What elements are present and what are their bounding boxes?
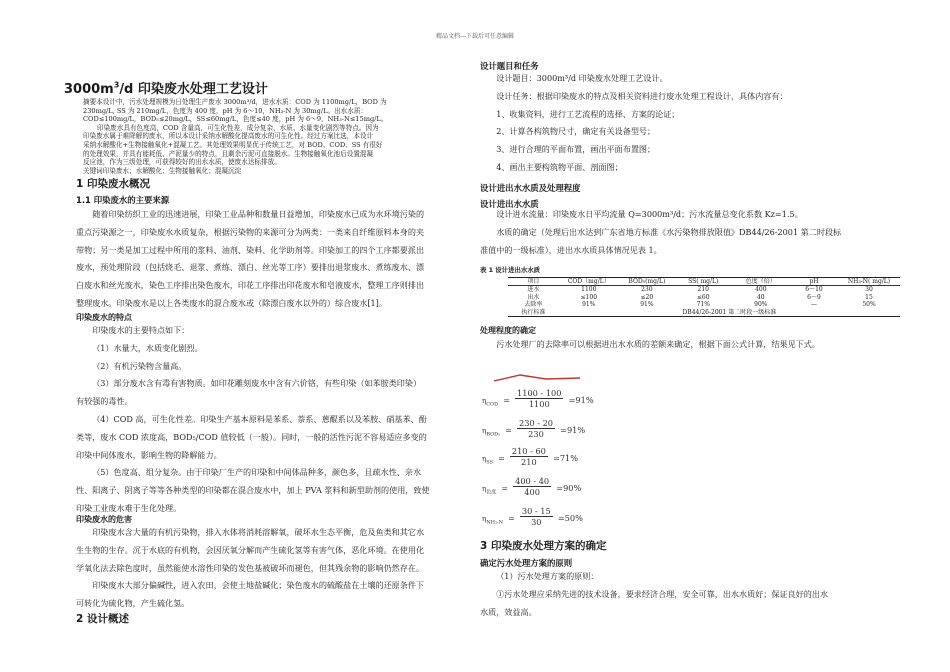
quality-text bbox=[480, 206, 900, 259]
features-intro: 印染废水的主要特点如下： bbox=[92, 325, 190, 335]
degree-text: 污水处理厂的去除率可以根据进出水水质的差额来确定，根据下面公式计算，结果见下式。 bbox=[496, 339, 820, 349]
para-line: 重点污染源之一，印染废水水质复杂，根据污染物的来源可分为两类：一类来自纤维原料本身的夹 bbox=[76, 226, 425, 237]
feature-item: （2）有机污染物含量高。 bbox=[92, 360, 187, 371]
formula-nh3n: $\eta_{NH_3-N}$ = $\frac{30 - 15}{30}$ =50% bbox=[482, 506, 583, 527]
abstract-line: 采纳水解酸化+生物接触氧化+混凝工艺。其处理效果明显优于传统工艺，对 BOD、COD、SS 有很好 bbox=[83, 140, 383, 149]
table-row bbox=[508, 286, 900, 294]
table-cell: 50% bbox=[862, 301, 876, 309]
feature-item: 有较强的毒性。 bbox=[76, 396, 133, 407]
table-standard-row bbox=[508, 309, 900, 317]
table-header-cell: BOD₅(mg/L) bbox=[619, 278, 675, 286]
table-cell: 91% bbox=[640, 301, 654, 309]
principle-text bbox=[480, 568, 900, 621]
fraction: $\frac{210 - 60}{210}$ bbox=[511, 446, 546, 467]
para-line: 学氧化法去除色度时，虽然能使水溶性印染的发色基被破坏而褪色，但其残余物的影响仍然存在。 bbox=[76, 562, 425, 573]
degree-heading: 处理程度的确定 bbox=[480, 326, 536, 335]
red-annotation-marks bbox=[494, 368, 580, 378]
table-header-cell: 色度（倍） bbox=[732, 278, 790, 286]
fraction: $\frac{230 - 20}{230}$ bbox=[518, 418, 554, 439]
sources-paragraph bbox=[76, 206, 472, 313]
task-content: 设计任务：根据印染废水的特点及相关资料进行废水处理工程设计，具体内容有： bbox=[496, 90, 788, 101]
flow-text: 设计进水流量：印染废水日平均流量 Q=3000m³/d；污水流量总变化系数 Kz=1.5。 bbox=[496, 209, 803, 219]
feature-item: 性、阳离子、阴离子等等各种类型的印染都在混合废水中，加上 PVA 浆料和新型助剂的使用，致使 bbox=[76, 485, 430, 496]
feature-item: （5）色度高、组分复杂。由于印染厂生产的印染和中间体品种多，颜色多，且疏水性、亲水 bbox=[92, 467, 422, 478]
table-cell: ≤20 bbox=[640, 293, 654, 301]
table-cell: ≤100 bbox=[580, 293, 598, 301]
eta-symbol: $\eta_{色度}$ bbox=[482, 485, 497, 496]
formula-result: =91% bbox=[568, 395, 594, 405]
fraction: $\frac{30 - 15}{30}$ bbox=[521, 506, 551, 527]
para-line: 整理废水。印染废水是以上各类废水的混合废水或（除漂白废水以外的）综合废水[1]。 bbox=[76, 297, 387, 308]
quality-heading: 设计进出水水质及处理程度 bbox=[480, 183, 581, 193]
hazard-paragraph bbox=[76, 524, 472, 613]
abstract-line: 印染废水属于难降解的废水，所以本设计采纳水解酸化提高废水的可生化性。经过方案比选，本设计 bbox=[83, 132, 374, 141]
feature-item: （1）水量大，水质变化剧烈。 bbox=[92, 342, 203, 353]
document-title bbox=[64, 78, 268, 97]
feature-item: 类等，废水 COD 浓度高，BOD₅/COD 值较低（一般）。同时，一般的活性污泥不容易适应多变的 bbox=[76, 431, 427, 442]
table-cell: 91% bbox=[582, 301, 596, 309]
formula-result: =71% bbox=[552, 453, 579, 463]
abstract-line: 反应池，作为三级处理，可获得较好的出水水质，使废水达标排放。 bbox=[83, 158, 281, 167]
para-line: 随着印染纺织工业的迅速进展，印染工业品种和数量日益增加，印染废水已成为水环境污染的 bbox=[92, 209, 425, 219]
table-cell: 出水 bbox=[527, 293, 540, 301]
table-cell: 71% bbox=[696, 301, 710, 309]
section-1-1-heading: 1.1 印染废水的主要来源 bbox=[76, 195, 170, 205]
keywords: 关键词印染废水；水解酸化；生物接触氧化；混凝沉淀 bbox=[83, 166, 242, 175]
abstract bbox=[83, 98, 475, 175]
hazard-heading: 印染废水的危害 bbox=[76, 515, 132, 524]
table-cell: 6～9 bbox=[807, 293, 821, 301]
table-cell: — bbox=[811, 301, 817, 309]
table-header-cell: 项目 bbox=[508, 278, 559, 286]
para-line: 可转化为硫化物，产生硫化氢。 bbox=[76, 598, 190, 609]
table-cell: 1100 bbox=[581, 286, 597, 294]
degree-text-wrap bbox=[480, 336, 900, 354]
formula-result: =90% bbox=[556, 483, 582, 493]
task-section bbox=[480, 70, 900, 177]
abstract-line: 印染废水具有色度高，COD 含量高，可生化性差，成分复杂，水质、水量变化剧烈等特点。因为 bbox=[97, 123, 379, 132]
feature-item: 印染工业废水难于生化处理。 bbox=[76, 502, 182, 513]
standard-line: 水质的确定（处理后出水达到广东省地方标准《水污染物排放限值》DB44/26-2001 第二时段标 bbox=[496, 226, 842, 237]
fraction: $\frac{1100 - 100}{1100}$ bbox=[517, 388, 562, 409]
table-cell: ≤60 bbox=[696, 293, 710, 301]
abstract-line: 摘要本设计中，污水处理规模为日处理生产废水 3000m³/d，进水水质：COD 为 1100mg/L，BOD 为 bbox=[83, 98, 387, 106]
table-cell: 进水 bbox=[527, 286, 540, 294]
task-item: 2、计算各构筑物尺寸，确定有关设备型号； bbox=[496, 126, 656, 137]
eta-symbol: $\eta_{SS}$ bbox=[482, 455, 493, 466]
table-header-cell: pH bbox=[790, 278, 838, 286]
section-1-heading: 1 印染废水概况 bbox=[76, 178, 150, 190]
feature-item: 印染中间体废水，影响生物的降解能力。 bbox=[76, 449, 222, 460]
para-line: 白废水和丝光废水，染色工序排出染色废水，印花工序排出印花废水和皂液废水，整理工序则排出 bbox=[76, 280, 425, 291]
formula-bod: $\eta_{BOD_5}$ = $\frac{230 - 20}{230}$ =91% bbox=[482, 418, 586, 439]
title-main: 3000m bbox=[64, 82, 114, 97]
quality-table-wrap bbox=[508, 277, 900, 317]
table-header-row bbox=[508, 278, 900, 286]
features-list bbox=[76, 322, 472, 518]
formula-result: =50% bbox=[557, 513, 583, 523]
table-cell: 6～10 bbox=[805, 286, 823, 294]
table-header-cell: SS( mg/L) bbox=[675, 278, 732, 286]
table-cell: 230 bbox=[641, 286, 653, 294]
table-row bbox=[508, 301, 900, 308]
formula-color: $\eta_{色度}$ = $\frac{400 - 40}{400}$ =90% bbox=[482, 476, 582, 497]
task-item: 4、画出主要构筑物平面、剖面图； bbox=[496, 161, 623, 172]
task-item: 1、收集资料，进行工艺流程的选择、方案的论证； bbox=[496, 108, 680, 119]
principle-intro: （1）污水处理方案的原则： bbox=[496, 571, 599, 581]
table-cell: 210 bbox=[697, 286, 709, 294]
abstract-line: COD≤100mg/L，BOD₅≤20mg/L，SS≤60mg/L，色度≤40 度，pH 为 6～9，NH₃-N≤15mg/L。 bbox=[83, 115, 388, 124]
red-marks-graphic bbox=[494, 373, 580, 383]
task-heading: 设计题目和任务 bbox=[480, 61, 539, 71]
eta-symbol: $\eta_{NH_3-N}$ bbox=[482, 515, 504, 526]
table-cell: 30 bbox=[865, 286, 873, 294]
section-3-heading: 3 印染废水处理方案的确定 bbox=[480, 540, 607, 552]
principle-line: ①污水处理应采纳先进的技术设备，要求经济合理，安全可靠，出水水质好；保证良好的出水 bbox=[496, 588, 829, 599]
principle-line: 水质，效益高。 bbox=[480, 606, 537, 617]
quality-table bbox=[508, 277, 900, 317]
table-header-cell: COD（mg/L） bbox=[559, 278, 619, 286]
task-title: 设计题目：3000m³/d 印染废水处理工艺设计。 bbox=[496, 73, 668, 83]
title-rest: /d 印染废水处理工艺设计 bbox=[119, 82, 268, 97]
eta-symbol: $\eta_{BOD_5}$ bbox=[482, 427, 501, 438]
formula-ss: $\eta_{SS}$ = $\frac{210 - 60}{210}$ =71% bbox=[482, 446, 579, 467]
title-sup: 3 bbox=[113, 80, 120, 90]
principle-heading: 确定污水处理方案的原则 bbox=[480, 558, 573, 568]
table-cell: DB44/26-2001 第二时段一级标准 bbox=[559, 309, 900, 317]
para-line: 生生物的生存。沉于水底的有机物，会因厌氧分解而产生硫化氢等有害气体，恶化环境。在使用化 bbox=[76, 544, 425, 555]
abstract-line: 230mg/L, SS 为 210mg/L，色度为 400 度，pH 为 6～10，NH₃-N 为 30mg/L。出水水质： bbox=[83, 106, 368, 115]
standard-line: 准值中的一级标准），进出水水质具体情况见表 1。 bbox=[480, 244, 662, 255]
section-2-heading: 2 设计概述 bbox=[76, 613, 129, 625]
feature-item: （3）部分废水含有毒有害物质。如印花雕刻废水中含有六价铬，有些印染（如苯胺类印染） bbox=[92, 378, 422, 389]
table-caption: 表 1 设计进出水水质 bbox=[480, 266, 541, 274]
table-cell: 去除率 bbox=[524, 301, 543, 309]
eta-symbol: $\eta_{COD}$ bbox=[482, 397, 499, 408]
task-item: 3、进行合理的平面布置，画出平面布置图； bbox=[496, 144, 656, 155]
table-cell: 执行标准 bbox=[508, 309, 559, 317]
feature-item: （4）COD 高，可生化性差。印染生产基本原料是苯系、萘系、蒽醌系以及苯胺、硝基苯、酚 bbox=[92, 413, 427, 424]
table-cell: 400 bbox=[755, 286, 767, 294]
para-line: 印染废水大部分偏碱性，进入农田，会使土地盐碱化；染色废水的硫酸盐在土壤的还原条件下 bbox=[92, 580, 425, 591]
features-heading: 印染废水的特点 bbox=[76, 313, 132, 322]
formula-result: =91% bbox=[560, 425, 586, 435]
table-cell: 15 bbox=[865, 293, 873, 301]
para-line: 带物；另一类是加工过程中所用的浆料、油剂、染料、化学助剂等。印染加工的四个工序都要派出 bbox=[76, 244, 425, 255]
formula-cod: $\eta_{COD}$ = $\frac{1100 - 100}{1100}$ =91% bbox=[482, 388, 594, 409]
table-cell: 90% bbox=[754, 301, 768, 309]
fraction: $\frac{400 - 40}{400}$ bbox=[515, 476, 550, 497]
abstract-line: 的处理效果，并具有能耗低、产泥量少的特点，且剩余污泥可直接脱水。生物接触氧化池后设置混凝 bbox=[83, 149, 374, 158]
table-row bbox=[508, 294, 900, 301]
header-note: 精品文档---下载后可任意编辑 bbox=[435, 33, 515, 40]
quality-subheading: 设计进出水水质 bbox=[480, 199, 539, 209]
para-line: 废水，预处理阶段（包括烧毛、退浆、煮练、漂白、丝光等工序）要排出退浆废水、煮练废水、漂 bbox=[76, 262, 425, 273]
table-header-cell: NH₃-N( mg/L) bbox=[838, 278, 900, 286]
para-line: 印染废水含大量的有机污染物，排入水体将消耗溶解氧，破坏水生态平衡，危及鱼类和其它水 bbox=[92, 527, 425, 537]
table-cell: 40 bbox=[756, 293, 765, 301]
